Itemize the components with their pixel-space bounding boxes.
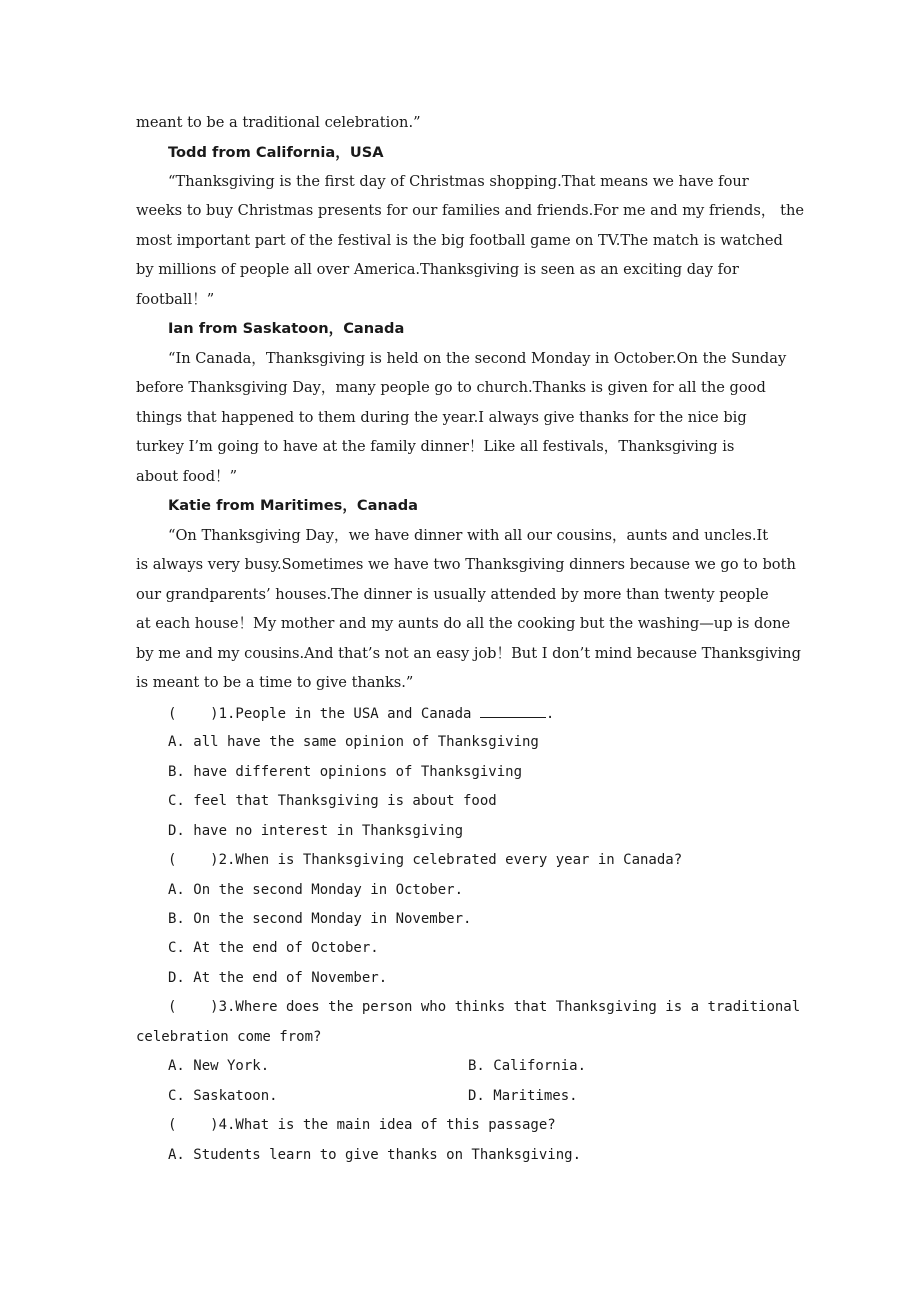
passage-line: “Thanksgiving is the first day of Christmas shopping.That means we have four: [168, 173, 749, 190]
passage-line: “On Thanksgiving Day，we have dinner with all our cousins，aunts and uncles.It: [168, 527, 769, 544]
option-d: D. At the end of November.: [168, 970, 388, 986]
answer-blank: [480, 703, 546, 718]
passage-line: meant to be a traditional celebration.”: [136, 114, 421, 131]
passage-line: is meant to be a time to give thanks.”: [136, 674, 414, 691]
passage-line: “In Canada，Thanksgiving is held on the second Monday in October.On the Sunday: [168, 350, 787, 367]
option-c: C. feel that Thanksgiving is about food: [168, 793, 497, 809]
passage-line: about food！”: [136, 468, 238, 485]
option-a: A. New York.: [168, 1058, 270, 1074]
passage-line: before Thanksgiving Day，many people go to church.Thanks is given for all the good: [136, 379, 766, 396]
section-heading-todd: Todd from California，USA: [168, 144, 384, 161]
passage-line: things that happened to them during the year.I always give thanks for the nice big: [136, 409, 747, 426]
question-3-stem: ( )3.Where does the person who thinks that Thanksgiving is a traditional: [168, 999, 801, 1015]
question-4-stem: ( )4.What is the main idea of this passage?: [168, 1117, 556, 1133]
option-c: C. At the end of October.: [168, 940, 379, 956]
option-d: D. have no interest in Thanksgiving: [168, 823, 464, 839]
passage-line: by millions of people all over America.Thanksgiving is seen as an exciting day for: [136, 261, 739, 278]
question-stem-text: ( )1.People in the USA and Canada: [168, 706, 480, 722]
option-b: B. On the second Monday in November.: [168, 911, 472, 927]
question-stem-end: .: [545, 706, 555, 722]
section-heading-katie: Katie from Maritimes，Canada: [168, 497, 418, 514]
passage-line: by me and my cousins.And that’s not an easy job！But I don’t mind because Thanksgiving: [136, 645, 801, 662]
option-a: A. On the second Monday in October.: [168, 882, 464, 898]
section-heading-ian: Ian from Saskatoon，Canada: [168, 320, 405, 337]
passage-line: is always very busy.Sometimes we have two Thanksgiving dinners because we go to both: [136, 556, 796, 573]
option-a: A. Students learn to give thanks on Thanksgiving.: [168, 1147, 582, 1163]
passage-line: weeks to buy Christmas presents for our families and friends.For me and my friends， the: [136, 202, 804, 219]
question-2-stem: ( )2.When is Thanksgiving celebrated every year in Canada?: [168, 852, 683, 868]
passage-line: turkey I’m going to have at the family dinner！Like all festivals，Thanksgiving is: [136, 438, 735, 455]
passage-line: our grandparents’ houses.The dinner is usually attended by more than twenty people: [136, 586, 769, 603]
question-1-stem: [168, 703, 554, 724]
passage-line: at each house！My mother and my aunts do all the cooking but the washing—up is done: [136, 615, 791, 632]
option-c: C. Saskatoon.: [168, 1088, 278, 1104]
option-d: D. Maritimes.: [468, 1088, 578, 1104]
passage-line: football！”: [136, 291, 215, 308]
option-b: B. California.: [468, 1058, 587, 1074]
passage-line: most important part of the festival is the big football game on TV.The match is watched: [136, 232, 783, 249]
option-b: B. have different opinions of Thanksgiving: [168, 764, 523, 780]
option-a: A. all have the same opinion of Thanksgiving: [168, 734, 539, 750]
question-3-stem-continued: celebration come from?: [136, 1029, 322, 1045]
